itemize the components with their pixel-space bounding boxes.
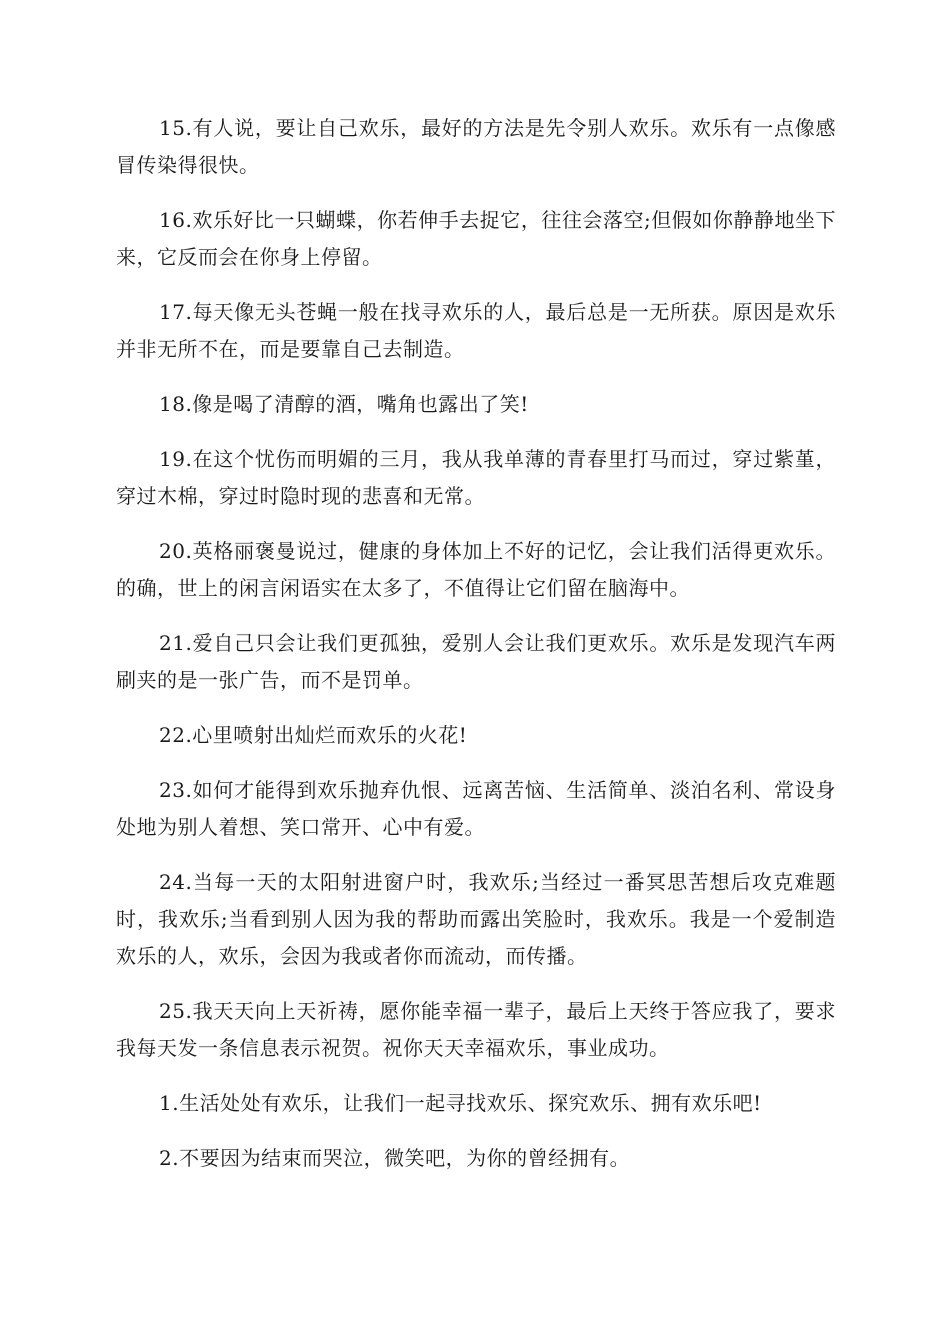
- paragraph-20: 20.英格丽褒曼说过，健康的身体加上不好的记忆，会让我们活得更欢乐。的确，世上的闲言闲语实在太多了，不值得让它们留在脑海中。: [116, 539, 836, 600]
- paragraph-1: 1.生活处处有欢乐，让我们一起寻找欢乐、探究欢乐、拥有欢乐吧!: [159, 1091, 762, 1115]
- paragraph-25: 25.我天天向上天祈祷，愿你能幸福一辈子，最后上天终于答应我了，要求我每天发一条信息表示祝贺。祝你天天幸福欢乐，事业成功。: [116, 999, 836, 1060]
- paragraph-18: 18.像是喝了清醇的酒，嘴角也露出了笑!: [159, 392, 529, 416]
- paragraph-24: 24.当每一天的太阳射进窗户时，我欢乐;当经过一番冥思苦想后攻克难题时，我欢乐;当看到别人因为我的帮助而露出笑脸时，我欢乐。我是一个爱制造欢乐的人，欢乐，会因为我或者你而流动，而传播。: [116, 870, 836, 968]
- paragraph-2: 2.不要因为结束而哭泣，微笑吧，为你的曾经拥有。: [159, 1146, 631, 1170]
- paragraph-22: 22.心里喷射出灿烂而欢乐的火花!: [159, 723, 468, 747]
- paragraph-19: 19.在这个忧伤而明媚的三月，我从我单薄的青春里打马而过，穿过紫堇，穿过木棉，穿过时隐时现的悲喜和无常。: [116, 447, 836, 508]
- paragraph-17: 17.每天像无头苍蝇一般在找寻欢乐的人，最后总是一无所获。原因是欢乐并非无所不在，而是要靠自己去制造。: [116, 300, 836, 361]
- document-body: [116, 110, 836, 1195]
- paragraph-21: 21.爱自己只会让我们更孤独，爱别人会让我们更欢乐。欢乐是发现汽车两刷夹的是一张广告，而不是罚单。: [116, 631, 836, 692]
- paragraph-15: 15.有人说，要让自己欢乐，最好的方法是先令别人欢乐。欢乐有一点像感冒传染得很快。: [116, 116, 836, 177]
- paragraph-23: 23.如何才能得到欢乐抛弃仇恨、远离苦恼、生活简单、淡泊名利、常设身处地为别人着想、笑口常开、心中有爱。: [116, 778, 836, 839]
- paragraph-16: 16.欢乐好比一只蝴蝶，你若伸手去捉它，往往会落空;但假如你静静地坐下来，它反而会在你身上停留。: [116, 208, 836, 269]
